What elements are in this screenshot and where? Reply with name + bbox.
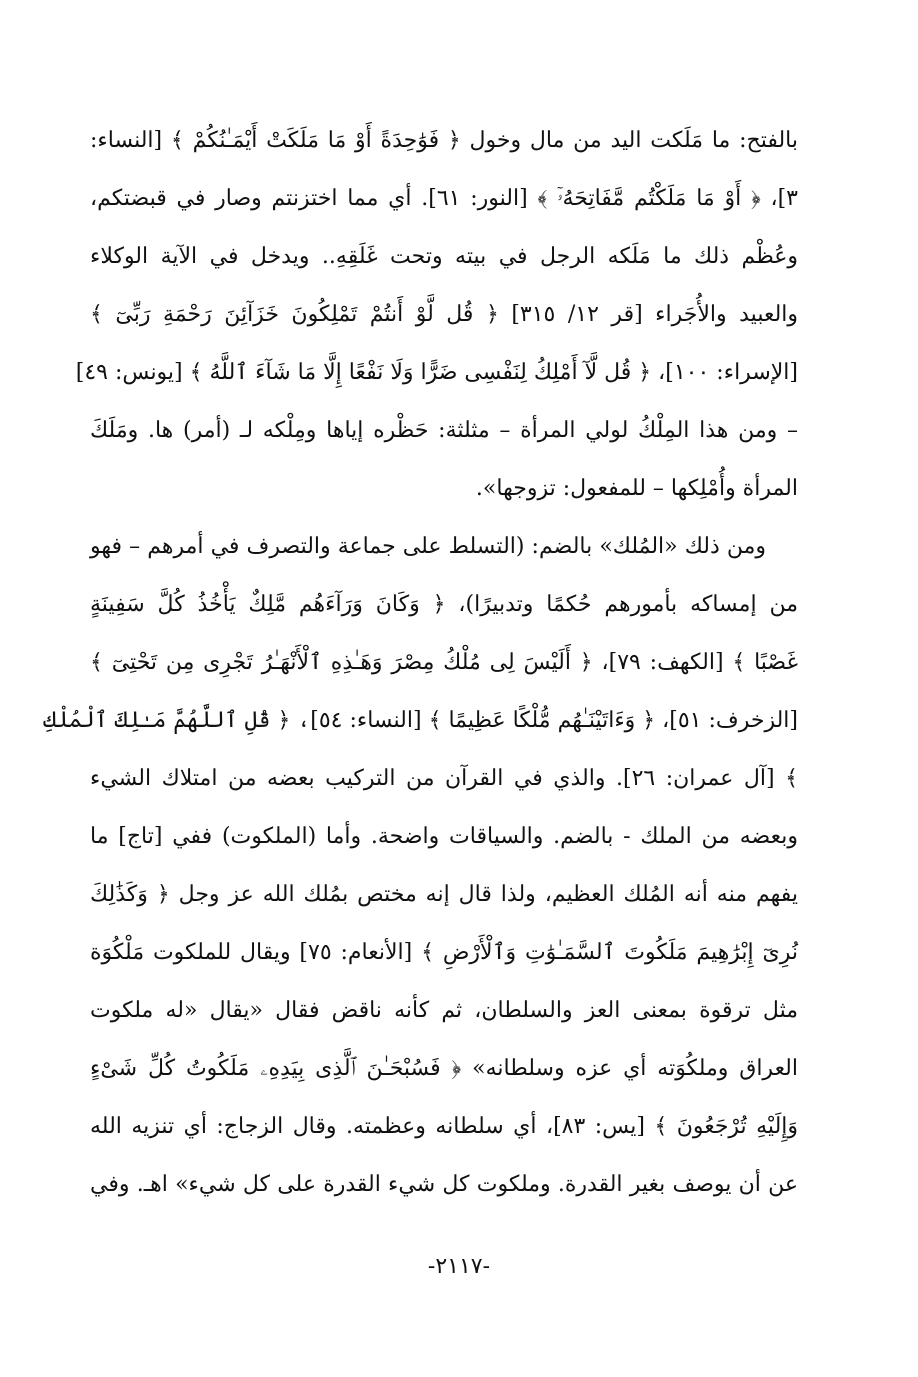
body-text bbox=[43, 112, 799, 1214]
text-line: وعُظْم ذلك ما مَلَكه الرجل في بيته وتحت غَلَقِهِ.. ويدخل في الآية الوكلاء bbox=[90, 244, 798, 269]
text-line: وبعضه من الملك - بالضم. والسياقات واضحة. وأما (الملكوت) ففي [تاج] ما bbox=[90, 824, 798, 849]
text-line: غَصْبًا ﴾ [الكهف: ٧٩]، ﴿ أَلَيْسَ لِى مُلْكُ مِصْرَ وَهَـٰذِهِ ٱلْأَنْهَـٰرُ تَجْرِى مِن تَحْتِىٓ ﴾ bbox=[90, 650, 798, 675]
text-line: والعبيد والأُجَراء [قر ١٢/ ٣١٥] ﴿ قُل لَّوْ أَنتُمْ تَمْلِكُونَ خَزَآئِنَ رَحْمَةِ رَبِّىٓ ﴾ bbox=[90, 302, 799, 327]
text-line: نُرِىٓ إِبْرَٰهِيمَ مَلَكُوتَ ٱلسَّمَـٰوَٰتِ وَٱلْأَرْضِ ﴾ [الأنعام: ٧٥] ويقال للملكوت مَلْكُوَة bbox=[90, 940, 798, 965]
text-line: وَإِلَيْهِ تُرْجَعُونَ ﴾ [يس: ٨٣]، أي سلطانه وعظمته. وقال الزجاج: أي تنزيه الله bbox=[90, 1114, 799, 1139]
text-line: المرأة وأُمْلِكها – للمفعول: تزوجها». bbox=[475, 476, 798, 501]
text-line: مثل ترقوة بمعنى العز والسلطان، ثم كأنه ناقض فقال «يقال «له ملكوت bbox=[90, 998, 798, 1023]
text-line: عن أن يوصف بغير القدرة. وملكوت كل شيء القدرة على كل شيء» اهـ. وفي bbox=[90, 1172, 798, 1197]
text-line: [الزخرف: ٥١]، ﴿ وَءَاتَيْنَـٰهُم مُّلْكًا عَظِيمًا ﴾ [النساء: ٥٤]، ﴿ قُلِ ٱللَّهُمَّ مَـٰلِكَ ٱلْمُلْكِ bbox=[43, 708, 798, 733]
text-line: – ومن هذا المِلْكُ لولي المرأة – مثلثة: حَظْره إياها ومِلْكه لـ (أمر) ها. ومَلَكَ bbox=[90, 418, 798, 443]
text-line: ٣]، ﴿ أَوْ مَا مَلَكْتُم مَّفَاتِحَهُۥٓ ﴾ [النور: ٦١]. أي مما اختزنتم وصار في قبضتكم، bbox=[90, 186, 798, 211]
page-number: -٢١١٧- bbox=[427, 1254, 491, 1279]
text-line: من إمساكه بأمورهم حُكمًا وتدبيرًا)، ﴿ وَكَانَ وَرَآءَهُم مَّلِكٌ يَأْخُذُ كُلَّ سَفِينَةٍ bbox=[90, 592, 798, 617]
text-line: [الإسراء: ١٠٠]، ﴿ قُل لَّآ أَمْلِكُ لِنَفْسِى ضَرًّا وَلَا نَفْعًا إِلَّا مَا شَآءَ ٱللَّهُ ﴾ [يونس: ٤٩] bbox=[75, 360, 798, 385]
text-line: بالفتح: ما مَلَكت اليد من مال وخول ﴿ فَوَٰحِدَةً أَوْ مَا مَلَكَتْ أَيْمَـٰنُكُمْ ﴾ [النساء: bbox=[90, 128, 798, 153]
text-line: يفهم منه أنه المُلك العظيم، ولذا قال إنه مختص بمُلك الله عز وجل ﴿ وَكَذَٰلِكَ bbox=[90, 882, 798, 907]
text-line: ﴾ [آل عمران: ٢٦]. والذي في القرآن من التركيب بعضه من امتلاك الشيء bbox=[90, 766, 798, 791]
paragraph-start-line: ومن ذلك «المُلك» بالضم: (التسلط على جماعة والتصرف في أمرهم – فهو bbox=[90, 534, 766, 559]
text-line: العراق وملكُوَته أي عزه وسلطانه» ﴿ فَسُبْحَـٰنَ ٱلَّذِى بِيَدِهِۦ مَلَكُوتُ كُلِّ شَىْءٍ bbox=[90, 1056, 798, 1081]
